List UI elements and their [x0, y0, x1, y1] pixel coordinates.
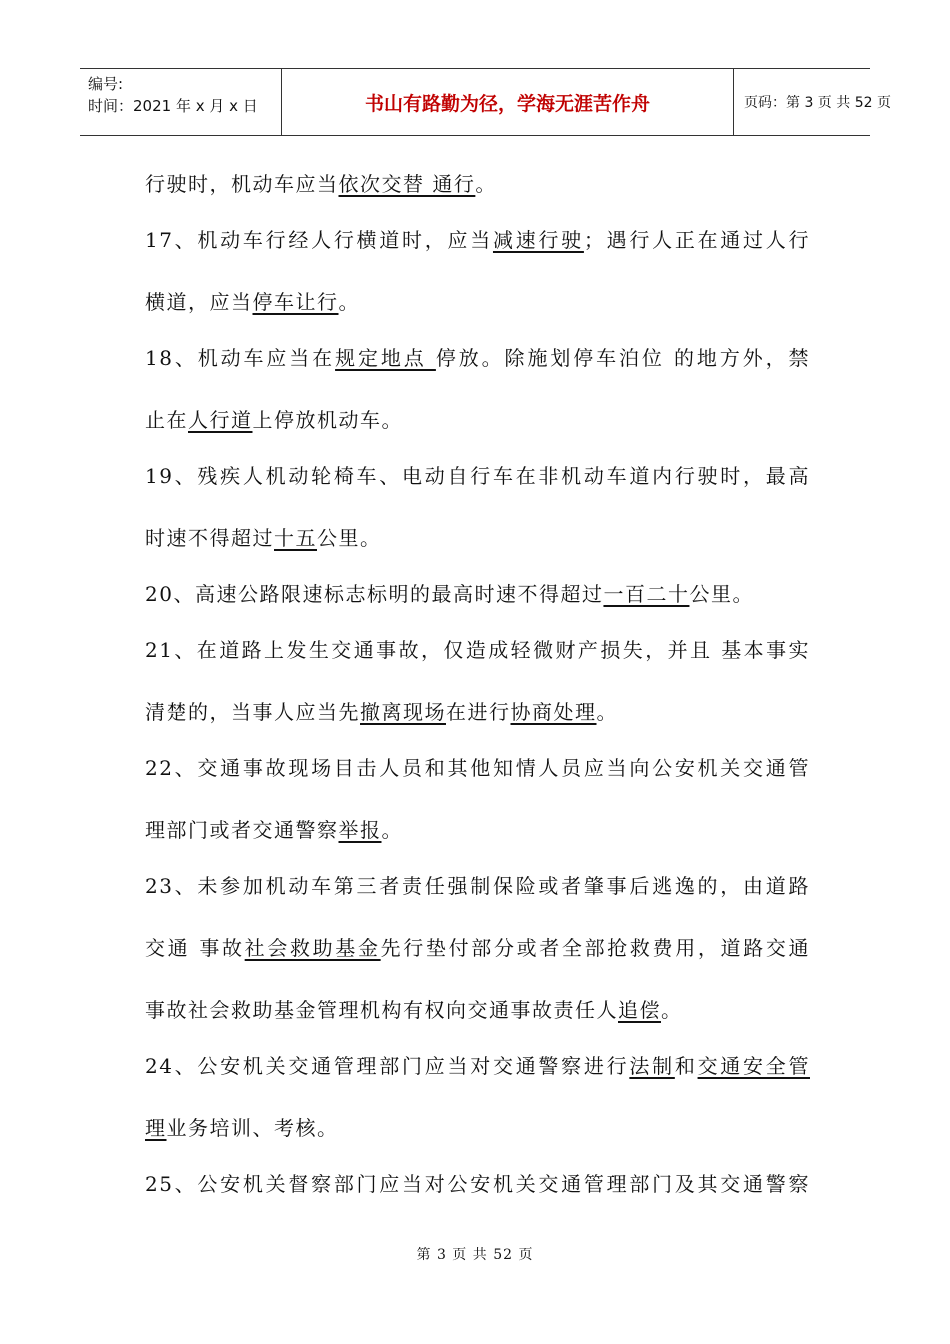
text-segment: 。	[338, 290, 360, 314]
text-segment: 清楚的，当事人应当先	[145, 700, 360, 724]
answer-blank: 交通安全管	[697, 1054, 810, 1078]
text-segment: 。	[381, 818, 403, 842]
header-motto: 书山有路勤为径，学海无涯苦作舟	[282, 69, 734, 135]
answer-blank: 追偿	[618, 998, 661, 1022]
document-number-label: 编号:	[88, 75, 124, 93]
text-segment: 。	[596, 700, 618, 724]
page-footer: 第 3 页 共 52 页	[416, 1247, 534, 1263]
text-segment: 理部门或者交通警察	[145, 818, 339, 842]
text-line	[145, 634, 810, 666]
text-line	[145, 404, 810, 436]
answer-blank: 法制	[629, 1054, 675, 1078]
answer-blank: 规定地点	[335, 346, 436, 370]
answer-blank: 依次交替 通行	[338, 172, 476, 196]
answer-blank: 人行道	[188, 408, 253, 432]
text-line	[145, 932, 810, 964]
answer-blank: 一百二十	[603, 582, 690, 606]
answer-blank: 社会救助基金	[244, 936, 381, 960]
text-segment: 停放。除施划停车泊位 的地方外，禁	[435, 346, 810, 370]
text-segment: 事故社会救助基金管理机构有权向交通事故责任人	[145, 998, 618, 1022]
text-line	[145, 168, 810, 200]
answer-blank: 协商处理	[510, 700, 597, 724]
text-segment: 20、高速公路限速标志标明的最高时速不得超过	[145, 582, 604, 606]
text-segment: ；遇行人正在通过人行	[583, 228, 811, 252]
text-segment: 横道，应当	[145, 290, 253, 314]
text-line	[145, 342, 810, 374]
text-line	[145, 870, 810, 902]
text-segment: 17、机动车行经人行横道时，应当	[145, 228, 493, 252]
text-segment: 公里。	[317, 526, 382, 550]
page-header	[80, 68, 891, 136]
text-segment: 上停放机动车。	[252, 408, 403, 432]
text-segment: 时速不得超过	[145, 526, 274, 550]
answer-blank: 撤离现场	[360, 700, 446, 724]
text-line	[145, 696, 810, 728]
text-line	[145, 1112, 810, 1144]
text-segment: 业务培训、考核。	[166, 1116, 339, 1140]
answer-blank: 十五	[274, 526, 317, 550]
answer-blank: 理	[145, 1116, 167, 1140]
text-segment: 18、机动车应当在	[145, 346, 336, 370]
text-segment: 行驶时，机动车应当	[145, 172, 339, 196]
text-segment: 24、公安机关交通管理部门应当对交通警察进行	[145, 1054, 630, 1078]
text-segment: 在进行	[446, 700, 511, 724]
text-segment: 。	[475, 172, 497, 196]
answer-blank: 停车让行	[252, 290, 339, 314]
text-line	[145, 460, 810, 492]
text-line	[145, 752, 810, 784]
text-line	[145, 814, 810, 846]
text-line	[145, 578, 810, 610]
text-segment: 21、在道路上发生交通事故，仅造成轻微财产损失，并且 基本事实	[145, 638, 810, 662]
text-segment: 。	[661, 998, 683, 1022]
text-line	[145, 286, 810, 318]
text-segment: 先行垫付部分或者全部抢救费用，道路交通	[380, 936, 811, 960]
text-segment: 交通 事故	[145, 936, 245, 960]
text-line	[145, 522, 810, 554]
answer-blank: 举报	[338, 818, 382, 842]
answer-blank: 减速行驶	[492, 228, 584, 252]
text-segment: 19、残疾人机动轮椅车、电动自行车在非机动车道内行驶时，最高	[145, 464, 810, 488]
text-line	[145, 1050, 810, 1082]
header-meta	[80, 69, 282, 135]
header-page-label: 页码：第 3 页 共 52 页	[744, 95, 891, 111]
text-segment: 公里。	[689, 582, 754, 606]
text-segment: 止在	[145, 408, 188, 432]
text-line	[145, 1168, 810, 1200]
text-line	[145, 994, 810, 1026]
text-segment: 23、未参加机动车第三者责任强制保险或者肇事后逃逸的，由道路	[145, 874, 810, 898]
text-segment: 和	[674, 1054, 698, 1078]
text-segment: 22、交通事故现场目击人员和其他知情人员应当向公安机关交通管	[145, 756, 810, 780]
document-time-label: 时间：2021 年 x 月 x 日	[88, 97, 258, 115]
text-segment: 25、公安机关督察部门应当对公安机关交通管理部门及其交通警察	[145, 1172, 810, 1196]
text-line	[145, 224, 810, 256]
